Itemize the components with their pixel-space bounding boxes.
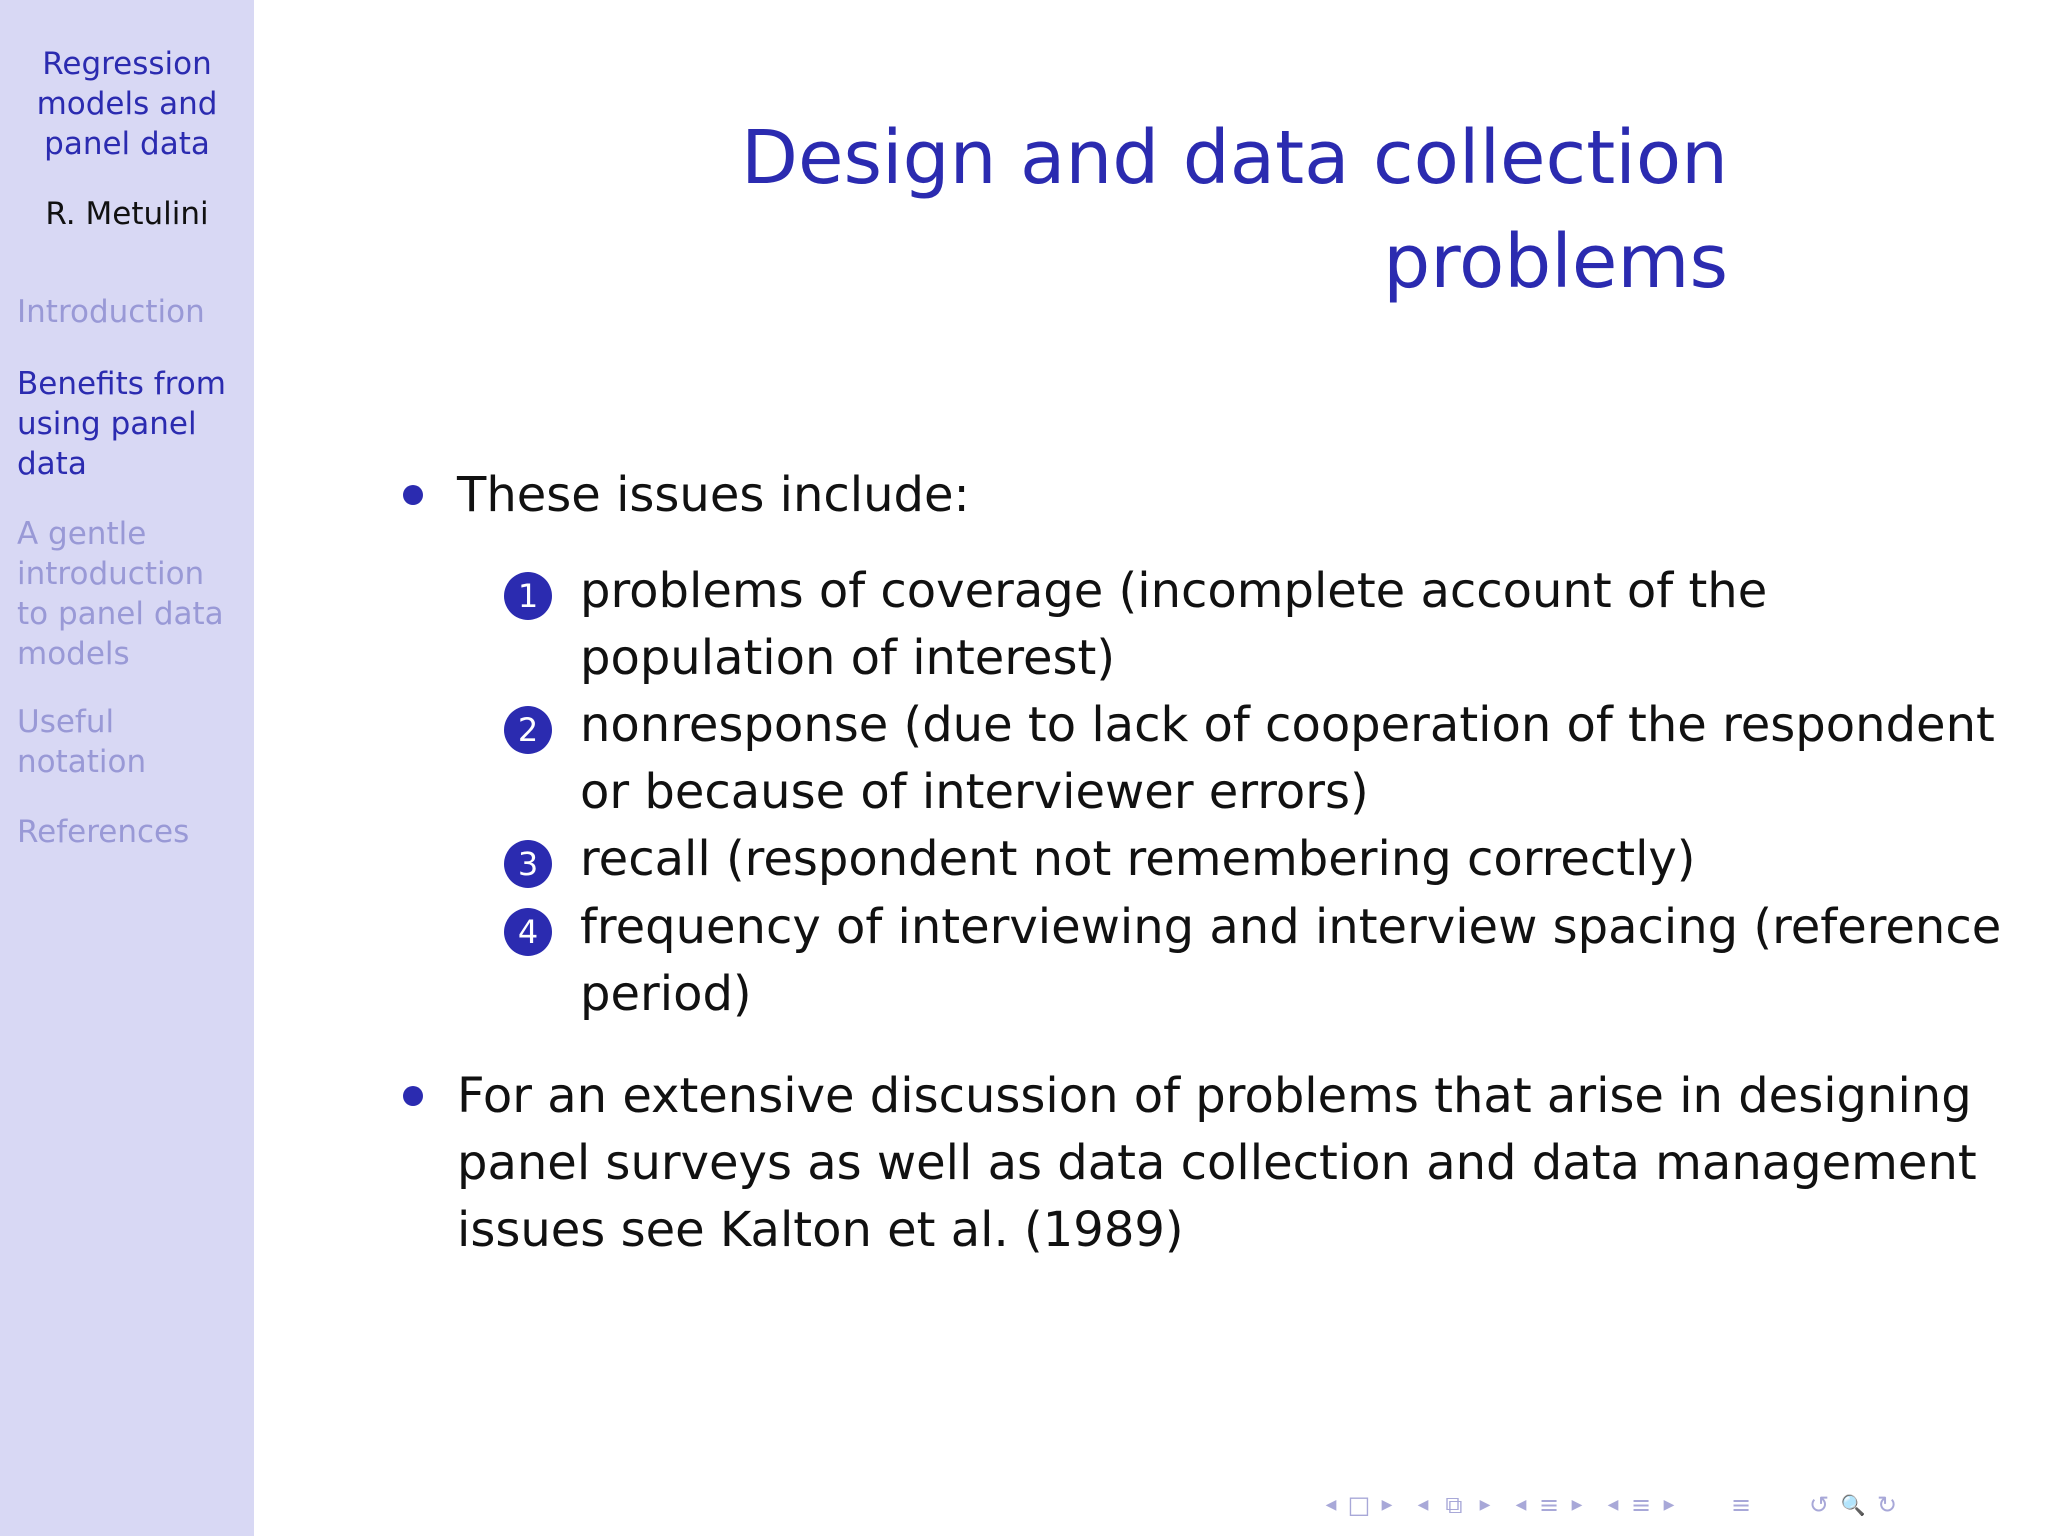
bullet-item-line: For an extensive discussion of problems that arise in designing xyxy=(457,1068,1972,1124)
author-name: R. Metulini xyxy=(45,196,209,232)
enum-item xyxy=(580,692,1995,826)
presentation-title-line: Regression xyxy=(42,46,212,82)
nav-redo-icon[interactable]: ↻ xyxy=(1876,1491,1898,1519)
bullet-dot xyxy=(403,485,423,505)
bullet-item-line: panel surveys as well as data collection and data management xyxy=(457,1135,1977,1191)
bullet-dot xyxy=(403,1086,423,1106)
sidebar-section-label: models xyxy=(17,636,130,672)
enum-number-badge: 1 xyxy=(504,572,552,620)
enum-item-line: frequency of interviewing and interview spacing (reference xyxy=(580,899,2002,955)
sidebar-section-label: Benefits from xyxy=(17,366,226,402)
nav-section-forward-icon[interactable]: ▶ xyxy=(1663,1497,1675,1513)
nav-frame-forward-icon[interactable]: ▶ xyxy=(1479,1497,1491,1513)
sidebar-section-label: notation xyxy=(17,744,147,780)
sidebar-section-label: data xyxy=(17,446,87,482)
enum-number-badge: 3 xyxy=(504,840,552,888)
nav-slide-icon[interactable]: □ xyxy=(1347,1491,1371,1519)
enum-item-line: period) xyxy=(580,966,752,1022)
sidebar-section-label: introduction xyxy=(17,556,205,592)
frame-title-line: Design and data collection xyxy=(740,115,1728,201)
enum-item-line: nonresponse (due to lack of cooperation of the respondent xyxy=(580,697,1995,753)
nav-subsection-back-icon[interactable]: ◀ xyxy=(1515,1497,1527,1513)
enum-item-line: or because of interviewer errors) xyxy=(580,764,1369,820)
nav-document-icon[interactable]: ≡ xyxy=(1730,1491,1752,1519)
enum-item-line: population of interest) xyxy=(580,630,1116,686)
nav-slide-forward-icon[interactable]: ▶ xyxy=(1381,1497,1393,1513)
bullet-item: These issues include: xyxy=(457,467,970,523)
sidebar-section-label: to panel data xyxy=(17,596,224,632)
nav-subsection-icon[interactable]: ≡ xyxy=(1538,1491,1560,1519)
sidebar-section-label: A gentle xyxy=(17,516,147,552)
bullet-item-line: issues see Kalton et al. (1989) xyxy=(457,1202,1184,1258)
presentation-title-line: panel data xyxy=(44,126,210,162)
navigation-bar xyxy=(1320,1490,1904,1520)
enum-item xyxy=(580,558,1767,692)
sidebar-section-label: References xyxy=(17,814,190,850)
nav-section-icon[interactable]: ≡ xyxy=(1630,1491,1652,1519)
enum-number-badge: 4 xyxy=(504,908,552,956)
nav-slide-back-icon[interactable]: ◀ xyxy=(1325,1497,1337,1513)
sidebar-section-label: using panel xyxy=(17,406,197,442)
sidebar-section-label: Introduction xyxy=(17,294,205,330)
presentation-title-line: models and xyxy=(36,86,218,122)
nav-search-icon[interactable]: 🔍 xyxy=(1840,1493,1866,1517)
enum-number-badge: 2 xyxy=(504,706,552,754)
enum-item xyxy=(580,894,2001,1028)
nav-frame-back-icon[interactable]: ◀ xyxy=(1417,1497,1429,1513)
enum-item-line: problems of coverage (incomplete account of the xyxy=(580,563,1768,619)
enum-item-line: recall (respondent not remembering correctly) xyxy=(580,831,1696,887)
nav-subsection-forward-icon[interactable]: ▶ xyxy=(1571,1497,1583,1513)
nav-frame-icon[interactable]: ⧉ xyxy=(1445,1491,1463,1519)
nav-section-back-icon[interactable]: ◀ xyxy=(1607,1497,1619,1513)
frame-title-line: problems xyxy=(1383,219,1728,305)
sidebar-section-label: Useful xyxy=(17,704,115,740)
bullet-item xyxy=(457,1063,1977,1264)
nav-undo-icon[interactable]: ↺ xyxy=(1808,1491,1830,1519)
enum-item xyxy=(580,826,1696,893)
